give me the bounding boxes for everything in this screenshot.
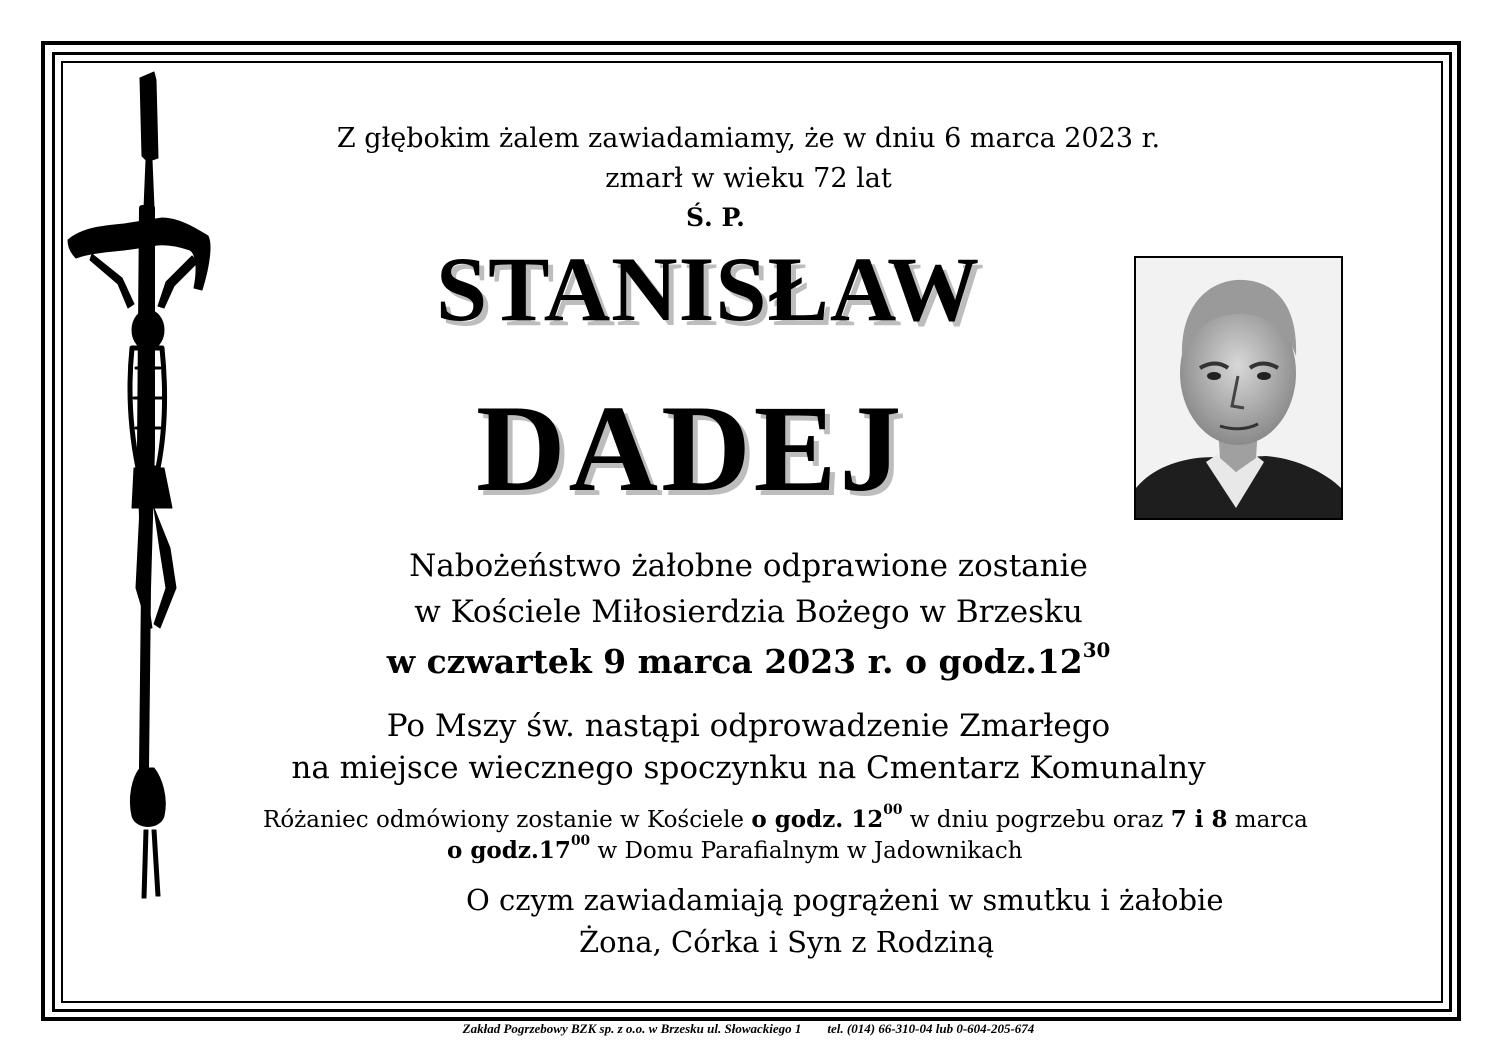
first-name: STANISŁAW [436, 238, 981, 340]
service-time-sup: 30 [1082, 638, 1111, 662]
closing-line-2: Żona, Córka i Syn z Rodziną [579, 925, 995, 959]
service-line-1: Nabożeństwo żałobne odprawione zostanie [409, 548, 1088, 584]
rosary-time-2: o godz.17 [447, 837, 571, 864]
rosary-text-4: w Domu Parafialnym w Jadownikach [590, 838, 1023, 864]
footer [0, 1021, 1497, 1037]
rosary-time-1: o godz. 12 [751, 806, 884, 833]
portrait-photo [1134, 256, 1343, 520]
intro-line-2: zmarł w wieku 72 lat [605, 163, 892, 194]
rosary-text-1: Różaniec odmówiony zostanie w Kościele [263, 807, 752, 833]
footer-phone: tel. (014) 66-310-04 lub 0-604-205-674 [827, 1021, 1035, 1036]
intro-line-1: Z głębokim żalem zawiadamiamy, że w dniu 6 marca 2023 r. [336, 123, 1161, 154]
rosary-line-2 [447, 833, 1023, 864]
rosary-text-3: marca [1227, 807, 1308, 833]
rosary-dates: 7 i 8 [1170, 806, 1228, 833]
rosary-text-2: w dniu pogrzebu oraz [902, 807, 1171, 833]
rosary-time-1-sup: 00 [883, 802, 903, 818]
footer-company: Zakład Pogrzebowy BZK sp. z o.o. w Brzesku ul. Słowackiego 1 [462, 1021, 802, 1036]
last-name: DADEJ [476, 380, 905, 517]
closing-line-1: O czym zawiadamiają pogrążeni w smutku i żałobie [466, 883, 1224, 917]
procession-line-2: na miejsce wiecznego spoczynku na Cmentarz Komunalny [291, 750, 1206, 786]
service-line-2: w Kościele Miłosierdzia Bożego w Brzesku [414, 594, 1083, 630]
service-date [0, 638, 1497, 681]
procession-line-1: Po Mszy św. nastąpi odprowadzenie Zmarłego [386, 708, 1111, 744]
rosary-time-2-sup: 00 [570, 833, 591, 849]
honorific: Ś. P. [686, 203, 745, 232]
service-date-text: w czwartek 9 marca 2023 r. o godz.12 [386, 642, 1083, 681]
rosary-line-1 [263, 802, 1308, 833]
